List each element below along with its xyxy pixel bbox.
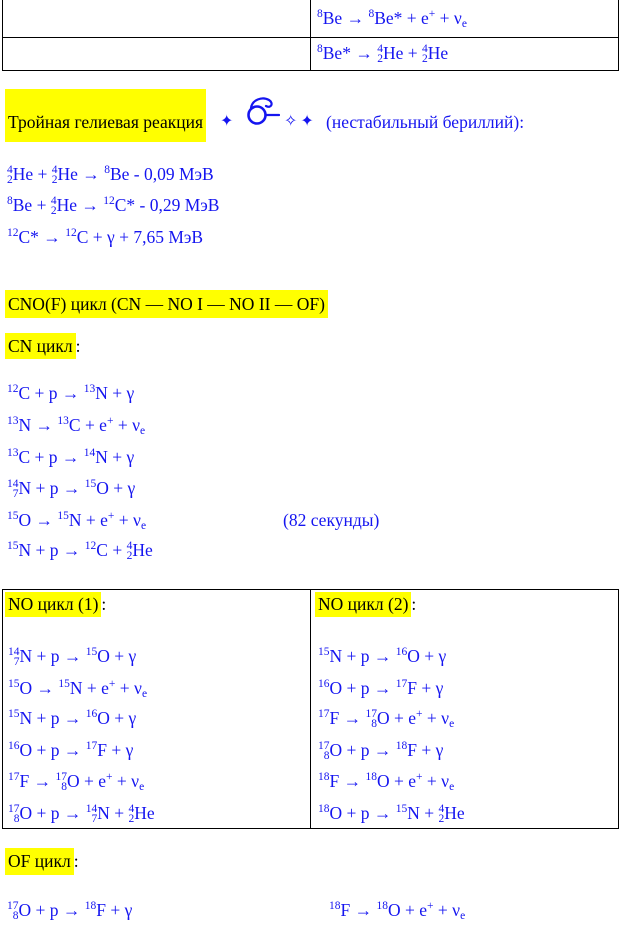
formula-text: F + γ — [96, 900, 133, 920]
beryllium-8-excited-decay-reaction — [317, 41, 448, 65]
subscript: e — [140, 520, 147, 532]
formula-text: F + γ — [407, 740, 444, 760]
atomic-number: 2 — [377, 53, 383, 65]
no-cycle-1-cell — [3, 590, 310, 828]
isotope-notation — [86, 804, 98, 824]
cno-cycle-heading: CNO(F) цикл (CN — NO I — NO II — OF) — [5, 290, 328, 318]
superscript: 16 — [8, 740, 20, 752]
formula-text: O + p → — [19, 740, 86, 760]
mass-number: 14 — [7, 478, 19, 490]
isotope-notation — [8, 647, 20, 667]
top-reactions-table — [2, 0, 619, 71]
formula-text: O + e — [66, 771, 107, 791]
isotope-notation — [439, 804, 445, 824]
formula-text: He — [132, 540, 153, 560]
formula-text: He — [427, 43, 449, 63]
atomic-number: 8 — [323, 750, 330, 762]
label-colon: : — [101, 594, 107, 614]
formula-text: C + p → — [18, 383, 84, 403]
superscript: + — [106, 771, 113, 783]
superscript: 8 — [104, 164, 110, 176]
mass-number: 17 — [365, 708, 377, 720]
formula-text: + ν — [114, 510, 141, 530]
formula-text: Be* → — [322, 43, 378, 63]
formula-text: O + e — [376, 771, 417, 791]
no-cycle-2-reaction — [318, 801, 465, 825]
no-cycle-1-reaction — [8, 706, 136, 730]
no-cycle-1-label-line — [5, 592, 106, 617]
formula-text: He — [444, 803, 465, 823]
superscript: 15 — [7, 510, 19, 522]
cn-cycle-reaction — [7, 381, 134, 405]
formula-text: F → — [340, 900, 377, 920]
superscript: 16 — [85, 708, 98, 720]
triple-alpha-reaction — [7, 162, 214, 186]
atomic-number: 7 — [12, 488, 19, 500]
table-cell-empty — [3, 0, 310, 37]
mass-number: 4 — [7, 164, 13, 176]
cn-cycle-reaction — [7, 538, 153, 562]
superscript: 15 — [8, 678, 20, 690]
unstable-beryllium-note: (нестабильный бериллий): — [326, 112, 525, 132]
no-cycle-2-reaction — [318, 738, 443, 762]
subscript: e — [139, 781, 145, 793]
formula-text: C + γ + 7,65 МэВ — [76, 227, 204, 247]
formula-text: + ν — [422, 708, 450, 728]
formula-text: N + e — [68, 510, 108, 530]
beryllium-8-decay-reaction — [317, 6, 467, 30]
formula-text: He → — [57, 164, 105, 184]
formula-text: + ν — [435, 8, 462, 28]
subscript: e — [141, 688, 148, 700]
subscript: e — [460, 910, 466, 922]
label-colon: : — [411, 594, 417, 614]
superscript: 15 — [395, 803, 408, 815]
formula-text: N → — [18, 415, 58, 435]
mass-number: 4 — [126, 540, 133, 552]
cn-cycle-reaction — [7, 476, 135, 500]
superscript: + — [106, 415, 114, 427]
formula-text: N + p → — [19, 708, 86, 728]
of-cycle-reaction — [329, 898, 465, 922]
formula-text: He + — [12, 164, 52, 184]
superscript: 18 — [365, 771, 377, 783]
superscript: 13 — [57, 415, 69, 427]
label-colon: : — [73, 851, 79, 871]
isotope-notation — [8, 804, 20, 824]
star-symbols: ✧✦ — [284, 111, 317, 130]
mass-number: 4 — [128, 803, 135, 815]
subscript: e — [449, 718, 455, 730]
formula-text: He + — [382, 43, 422, 63]
mass-number: 4 — [438, 803, 445, 815]
atomic-number: 7 — [13, 656, 20, 668]
half-life-note: (82 секунды) — [283, 510, 380, 530]
isotope-notation — [365, 709, 377, 729]
atomic-number: 2 — [421, 53, 428, 65]
atomic-number: 8 — [13, 813, 20, 825]
formula-text: O + e — [376, 708, 417, 728]
formula-text: N + p → — [19, 646, 86, 666]
formula-text: F → — [19, 771, 56, 791]
formula-text: N + γ — [95, 383, 135, 403]
cn-cycle-reaction — [7, 445, 134, 469]
formula-text: F + γ — [407, 678, 444, 698]
table-cell — [311, 38, 618, 70]
superscript: 18 — [395, 740, 408, 752]
formula-text: F → — [329, 771, 366, 791]
superscript: 18 — [318, 771, 330, 783]
superscript: + — [108, 678, 116, 690]
cn-cycle-reaction — [7, 508, 146, 532]
superscript: 15 — [57, 510, 69, 522]
isotope-notation — [127, 541, 133, 561]
formula-text: N + γ — [95, 447, 135, 467]
formula-text: N + p → — [329, 646, 396, 666]
superscript: 18 — [84, 900, 97, 912]
no-cycle-1-reaction — [8, 801, 155, 825]
atomic-number: 2 — [438, 813, 445, 825]
no-cycle-1-label: NO цикл (1) — [5, 592, 101, 617]
superscript: 8 — [368, 8, 375, 20]
superscript: 15 — [84, 478, 97, 490]
no-cycle-1-reaction — [8, 676, 147, 700]
mass-number: 4 — [51, 164, 58, 176]
superscript: 12 — [103, 195, 115, 207]
cn-cycle-reaction — [7, 413, 145, 437]
subscript: e — [461, 18, 467, 30]
sun-swirl-icon — [242, 95, 280, 129]
isotope-notation — [7, 165, 13, 185]
of-cycle-label-line — [5, 848, 79, 875]
isotope-notation — [318, 741, 330, 761]
mass-number: 17 — [318, 740, 330, 752]
formula-text: + ν — [112, 771, 140, 791]
formula-text: O + γ — [407, 646, 447, 666]
formula-text: C + p → — [18, 447, 84, 467]
label-colon: : — [75, 336, 81, 356]
superscript: 15 — [58, 678, 70, 690]
formula-text: O → — [18, 510, 58, 530]
superscript: 15 — [8, 708, 20, 720]
formula-text: C* - 0,29 МэВ — [114, 195, 220, 215]
atomic-number: 2 — [7, 174, 13, 186]
no-cycle-2-reaction — [318, 706, 454, 730]
isotope-notation — [7, 901, 19, 921]
superscript: 8 — [7, 195, 13, 207]
formula-text: He — [134, 803, 155, 823]
mass-number: 4 — [421, 43, 428, 55]
superscript: + — [416, 708, 423, 720]
table-cell — [311, 0, 618, 37]
superscript: 12 — [7, 383, 19, 395]
formula-text: He → — [56, 195, 104, 215]
formula-text: Be* + e — [374, 8, 429, 28]
mass-number: 4 — [50, 195, 57, 207]
isotope-notation — [52, 165, 58, 185]
superscript: 16 — [318, 678, 330, 690]
triple-alpha-reaction — [7, 225, 203, 249]
superscript: 17 — [85, 740, 98, 752]
no-cycle-1-reaction — [8, 769, 144, 793]
formula-text: O + p → — [329, 740, 396, 760]
formula-text: O + p → — [329, 803, 396, 823]
atomic-number: 8 — [371, 718, 377, 730]
isotope-notation — [55, 772, 67, 792]
superscript: + — [428, 8, 436, 20]
formula-text: C* → — [18, 227, 66, 247]
isotope-notation — [422, 44, 428, 64]
no-cycle-2-reaction — [318, 769, 454, 793]
cn-cycle-label: CN цикл — [5, 333, 76, 359]
superscript: 13 — [83, 383, 96, 395]
superscript: 12 — [65, 227, 77, 239]
mass-number: 17 — [55, 771, 67, 783]
formula-text: O + p → — [18, 900, 85, 920]
mass-number: 17 — [7, 900, 19, 912]
superscript: 18 — [329, 900, 341, 912]
of-cycle-label: OF цикл — [5, 848, 74, 875]
formula-text: O + e — [387, 900, 428, 920]
no-cycle-1-reaction — [8, 644, 136, 668]
formula-text: O + γ — [97, 646, 137, 666]
formula-text: + ν — [422, 771, 450, 791]
formula-text: N + — [407, 803, 439, 823]
formula-text: O + p → — [329, 678, 396, 698]
triple-alpha-heading: Тройная гелиевая реакция — [5, 89, 206, 142]
mass-number: 17 — [8, 803, 20, 815]
formula-text: F + γ — [97, 740, 134, 760]
no-cycle-1-reaction — [8, 738, 133, 762]
no-cycles-table — [2, 589, 619, 829]
superscript: 16 — [395, 646, 408, 658]
no-cycle-2-reaction — [318, 644, 446, 668]
atomic-number: 2 — [50, 205, 57, 217]
superscript: 17 — [8, 771, 20, 783]
of-cycle-reaction — [7, 898, 132, 922]
formula-text: + ν — [433, 900, 461, 920]
subscript: e — [140, 425, 146, 437]
formula-text: O → — [19, 678, 59, 698]
formula-text: O + γ — [96, 478, 136, 498]
formula-text: Be + — [12, 195, 51, 215]
atomic-number: 2 — [51, 174, 58, 186]
superscript: 15 — [318, 646, 330, 658]
atomic-number: 2 — [126, 550, 133, 562]
formula-text: N + p → — [18, 478, 85, 498]
superscript: 18 — [318, 803, 330, 815]
superscript: 8 — [317, 43, 323, 55]
isotope-notation — [51, 196, 57, 216]
superscript: + — [107, 510, 115, 522]
table-cell-empty — [3, 38, 310, 70]
formula-text: + ν — [115, 678, 142, 698]
atomic-number: 7 — [91, 813, 98, 825]
formula-text: Be → — [322, 8, 369, 28]
formula-text: Be - 0,09 МэВ — [109, 164, 214, 184]
formula-text: C + — [96, 540, 127, 560]
cn-cycle-label-line — [5, 333, 81, 359]
superscript: 17 — [395, 678, 408, 690]
superscript: 14 — [83, 447, 96, 459]
mass-number: 14 — [85, 803, 98, 815]
formula-text: N + p → — [18, 540, 85, 560]
atomic-number: 8 — [12, 910, 19, 922]
isotope-notation — [377, 44, 383, 64]
superscript: 15 — [7, 540, 19, 552]
no-cycle-2-cell — [311, 590, 618, 828]
isotope-notation — [7, 479, 19, 499]
triple-alpha-reaction — [7, 193, 219, 217]
no-cycle-2-label-line — [315, 592, 416, 617]
formula-text: N + — [97, 803, 129, 823]
atomic-number: 2 — [128, 813, 135, 825]
formula-text: N + e — [69, 678, 109, 698]
isotope-notation — [129, 804, 135, 824]
superscript: 17 — [318, 708, 330, 720]
no-cycle-2-reaction — [318, 676, 443, 700]
formula-text: O + γ — [97, 708, 137, 728]
superscript: 18 — [376, 900, 388, 912]
superscript: + — [416, 771, 423, 783]
formula-text: C + e — [68, 415, 107, 435]
superscript: 13 — [7, 447, 19, 459]
atomic-number: 8 — [61, 781, 67, 793]
formula-text: F → — [329, 708, 366, 728]
mass-number: 14 — [8, 646, 20, 658]
superscript: 8 — [317, 8, 323, 20]
superscript: 12 — [7, 227, 19, 239]
superscript: 15 — [85, 646, 98, 658]
formula-text: O + p → — [19, 803, 86, 823]
superscript: 12 — [84, 540, 97, 552]
mass-number: 4 — [377, 43, 383, 55]
subscript: e — [449, 781, 455, 793]
superscript: 13 — [7, 415, 19, 427]
superscript: + — [427, 900, 434, 912]
no-cycle-2-label: NO цикл (2) — [315, 592, 411, 617]
star-symbol: ✦ — [220, 111, 234, 130]
formula-text: + ν — [113, 415, 140, 435]
